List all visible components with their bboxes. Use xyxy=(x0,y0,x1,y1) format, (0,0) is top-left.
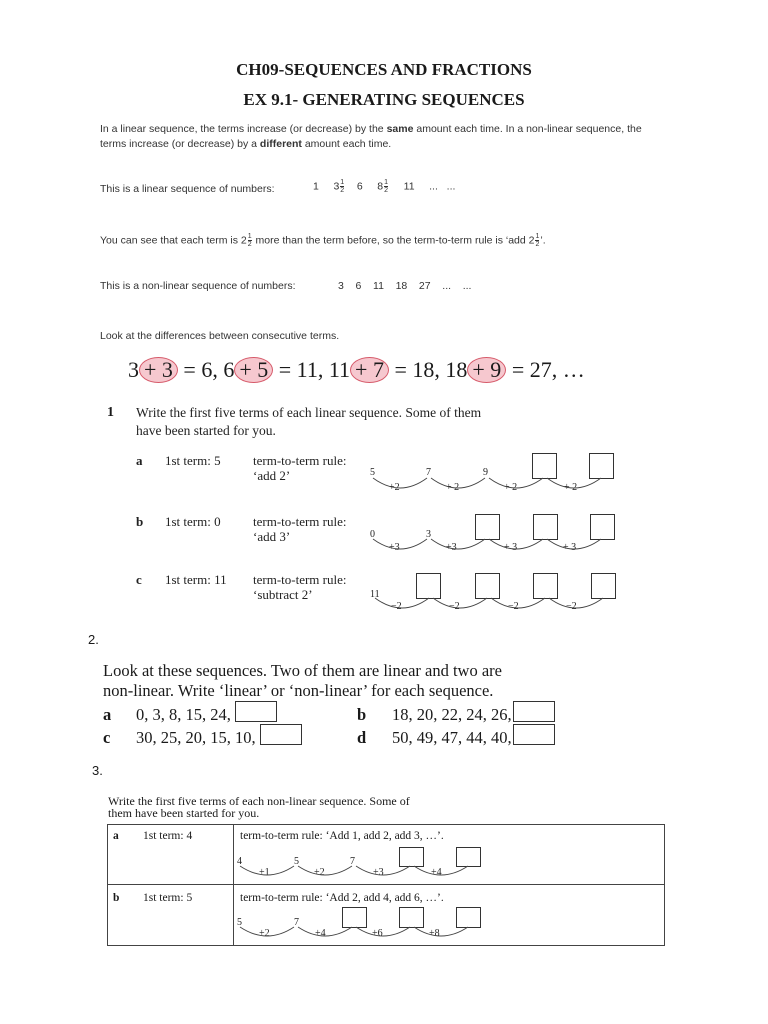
q1a-first-term: 1st term: 5 xyxy=(165,453,221,468)
q1c-first-term: 1st term: 11 xyxy=(165,572,227,587)
q1b-rule-label: term-to-term rule: xyxy=(253,514,347,529)
step-label: −2 xyxy=(508,601,519,612)
arrow-arcs xyxy=(240,478,603,936)
given-term: 0 xyxy=(370,529,375,540)
given-term: 7 xyxy=(426,467,431,478)
arrow-arc xyxy=(375,598,429,608)
q1-number: 1 xyxy=(107,405,114,420)
linear-term: ... xyxy=(429,180,438,193)
explain-text: ’. xyxy=(540,234,546,247)
q3b-letter: b xyxy=(113,892,120,904)
given-term: 4 xyxy=(237,856,242,867)
q1a-rule-label: term-to-term rule: xyxy=(253,453,347,468)
step-label: −2 xyxy=(391,601,402,612)
intro-text: terms increase (or decrease) by a xyxy=(100,138,260,150)
q3b-rule: term-to-term rule: ‘Add 2, add 4, add 6, …’. xyxy=(240,892,444,904)
step-label: +2 xyxy=(259,928,270,939)
arrow-arc xyxy=(240,927,294,936)
arrow-arc xyxy=(491,598,545,608)
step-label: +8 xyxy=(429,928,440,939)
q2-prompt-line1: Look at these sequences. Two of them are linear and two are xyxy=(103,661,502,680)
given-term: 5 xyxy=(237,917,242,928)
arrow-arc xyxy=(414,927,468,936)
diff-text: = 18, 18 xyxy=(394,357,468,382)
step-label: +2 xyxy=(314,867,325,878)
difference-highlight: + 9 xyxy=(467,357,506,383)
q1b-rule: ‘add 3’ xyxy=(253,529,291,544)
given-term: 11 xyxy=(370,589,380,600)
step-label: +4 xyxy=(431,867,442,878)
arrow-arc xyxy=(373,539,427,549)
difference-highlight: + 5 xyxy=(234,357,273,383)
intro-bold-different: different xyxy=(259,138,302,150)
differences-label: Look at the differences between consecutive terms. xyxy=(100,330,340,342)
step-label: +3 xyxy=(373,867,384,878)
fraction-half: $\frac{1}{2}$ xyxy=(247,233,252,248)
nonlinear-label: This is a non-linear sequence of numbers: xyxy=(100,280,296,292)
arrow-arc xyxy=(356,866,410,875)
arrow-arc xyxy=(240,866,294,875)
arrow-arc xyxy=(373,478,427,488)
linear-term: ... xyxy=(446,180,456,193)
arrow-arc xyxy=(489,539,543,549)
explain-text: You can see that each term is 2 xyxy=(100,234,247,247)
step-label: +2 xyxy=(389,482,400,493)
arrow-arc xyxy=(547,539,601,549)
diff-text: = 11, 11 xyxy=(278,357,351,382)
q2d-sequence: 50, 49, 47, 44, 40, xyxy=(392,728,512,747)
q1-prompt-line1: Write the first five terms of each linear sequence. Some of them xyxy=(136,405,482,420)
step-label: −2 xyxy=(566,601,577,612)
step-label: + 2 xyxy=(504,482,518,493)
exercise-title: EX 9.1- GENERATING SEQUENCES xyxy=(243,90,525,109)
q2a-letter: a xyxy=(103,705,112,724)
q1c-rule-label: term-to-term rule: xyxy=(253,572,347,587)
q1a-rule: ‘add 2’ xyxy=(253,468,291,483)
q3a-letter: a xyxy=(113,830,119,842)
arrow-arc xyxy=(356,927,410,936)
arrow-arc xyxy=(433,598,487,608)
linear-term: 11 xyxy=(403,180,415,193)
q2c-sequence: 30, 25, 20, 15, 10, xyxy=(136,728,256,747)
q2b-letter: b xyxy=(357,705,367,724)
step-label: + 3 xyxy=(563,542,577,553)
step-label: + 2 xyxy=(446,482,460,493)
q3-prompt-line2: them have been started for you. xyxy=(108,806,260,820)
q1a-letter: a xyxy=(136,453,143,468)
step-label: −2 xyxy=(449,601,460,612)
q3-prompt-line1: Write the first five terms of each non-linear sequence. Some of xyxy=(108,794,410,808)
q3a-rule: term-to-term rule: ‘Add 1, add 2, add 3, …’. xyxy=(240,830,444,842)
q2d-letter: d xyxy=(357,728,367,747)
q1b-letter: b xyxy=(136,514,144,529)
diff-text: = 27, … xyxy=(511,357,585,382)
given-term: 7 xyxy=(350,856,355,867)
linear-term: 1 xyxy=(313,180,319,193)
step-label: +1 xyxy=(259,867,270,878)
diff-text: 3 xyxy=(128,357,139,382)
chapter-title: CH09-SEQUENCES AND FRACTIONS xyxy=(236,60,532,79)
step-label: +4 xyxy=(315,928,326,939)
step-label: +6 xyxy=(372,928,383,939)
given-term: 9 xyxy=(483,467,488,478)
arrow-arc xyxy=(431,478,485,488)
arrow-arc xyxy=(298,866,352,875)
arrow-arc xyxy=(547,478,601,488)
q3b-first-term: 1st term: 5 xyxy=(143,892,193,904)
arrow-arc xyxy=(549,598,603,608)
given-term: 3 xyxy=(426,529,431,540)
fraction-half: $\frac{1}{2}$ xyxy=(384,179,389,194)
arrow-arc xyxy=(431,539,485,549)
arrow-arc xyxy=(489,478,543,488)
fraction-half: $\frac{1}{2}$ xyxy=(340,179,345,194)
intro-text: In a linear sequence, the terms increase (or decrease) by the xyxy=(100,123,387,135)
given-term: 5 xyxy=(370,467,375,478)
intro-bold-same: same xyxy=(386,123,414,135)
diff-text: = 6, 6 xyxy=(183,357,235,382)
given-term: 5 xyxy=(294,856,299,867)
difference-highlight: + 3 xyxy=(139,357,178,383)
q1-prompt-line2: have been started for you. xyxy=(136,423,276,438)
arrow-arc xyxy=(298,927,352,936)
step-label: +3 xyxy=(389,542,400,553)
step-label: + 3 xyxy=(504,542,518,553)
linear-term: 8 xyxy=(377,180,384,193)
intro-text: amount each time. xyxy=(301,138,392,150)
q2-number: 2. xyxy=(88,632,99,647)
linear-term: 3 xyxy=(333,180,340,193)
intro-text: amount each time. In a non-linear sequence, the xyxy=(413,123,642,135)
q2c-letter: c xyxy=(103,728,111,747)
q1c-rule: ‘subtract 2’ xyxy=(253,587,313,602)
q3-number: 3. xyxy=(92,763,103,778)
q2-prompt-line2: non-linear. Write ‘linear’ or ‘non-linear’ for each sequence. xyxy=(103,681,494,700)
fraction-half: $\frac{1}{2}$ xyxy=(535,233,540,248)
q3a-first-term: 1st term: 4 xyxy=(143,830,193,842)
linear-term: 6 xyxy=(356,180,363,193)
given-term: 7 xyxy=(294,917,299,928)
q1b-first-term: 1st term: 0 xyxy=(165,514,221,529)
q2b-sequence: 18, 20, 22, 24, 26, xyxy=(392,705,512,724)
arrow-arc xyxy=(414,866,468,875)
q1c-letter: c xyxy=(136,572,142,587)
step-label: + 2 xyxy=(564,482,578,493)
explain-text: more than the term before, so the term-to-term rule is ‘add 2 xyxy=(252,234,535,247)
q2a-sequence: 0, 3, 8, 15, 24, xyxy=(136,705,231,724)
nonlinear-sequence: 3 6 11 18 27 ... ... xyxy=(338,280,472,292)
difference-highlight: + 7 xyxy=(350,357,389,383)
step-label: +3 xyxy=(446,542,457,553)
linear-label: This is a linear sequence of numbers: xyxy=(100,183,275,195)
